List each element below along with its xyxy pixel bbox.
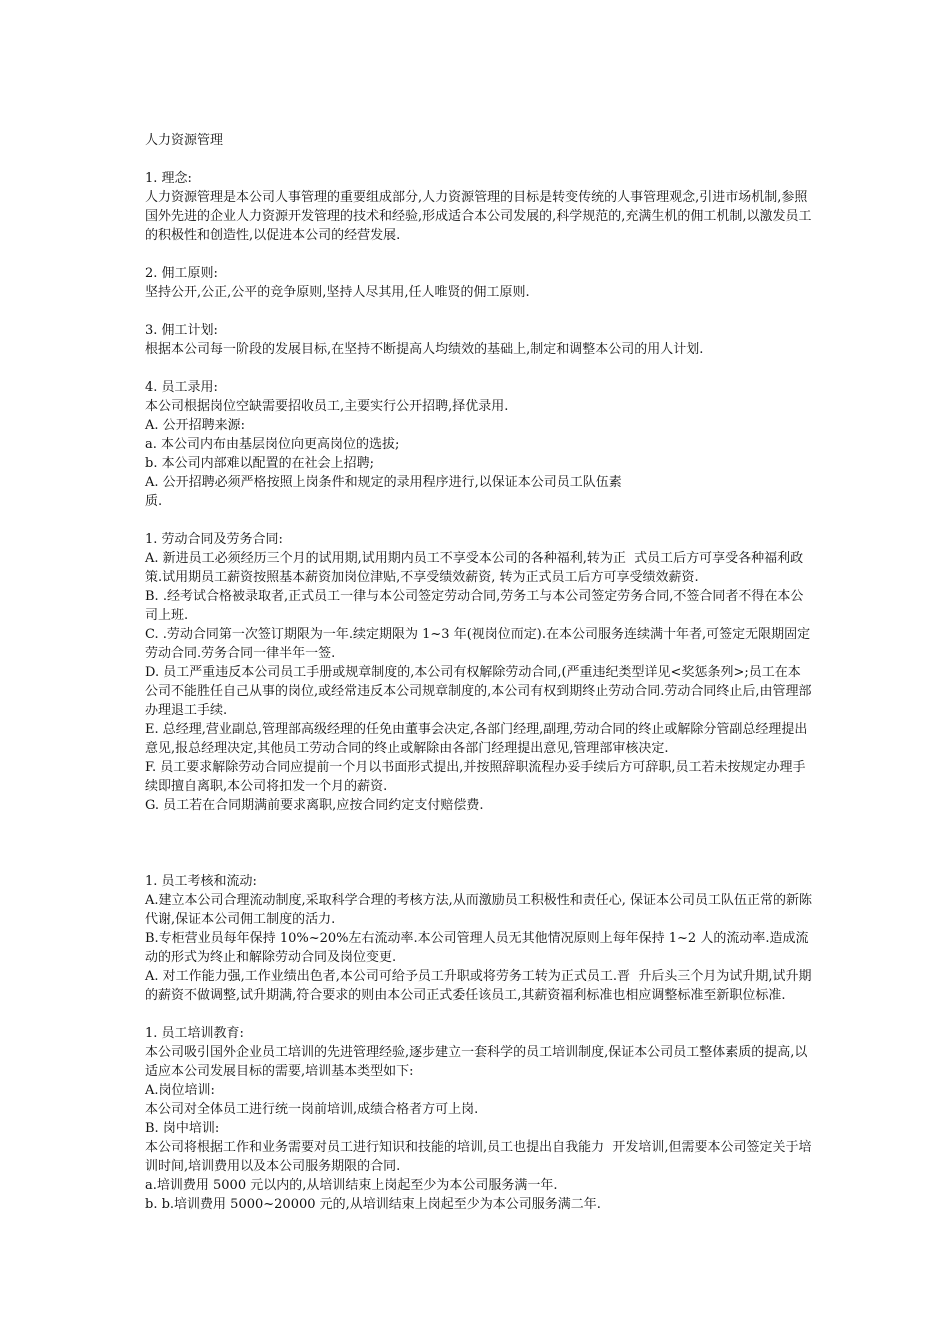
list-item: A. 新进员工必须经历三个月的试用期,试用期内员工不享受本公司的各种福利,转为正 式员工后方可享受各种福利政策.试用期员工薪资按照基本薪资加岗位津贴,不享受绩效薪资, 转为正式员工后方可享受绩效薪资. — [145, 551, 804, 585]
section-heading: 2. 佣工原则: — [145, 266, 218, 281]
section-heading: 1. 员工培训教育: — [145, 1026, 244, 1041]
list-item: B.专柜营业员每年保持 10%~20%左右流动率.本公司管理人员无其他情况原则上每年保持 1~2 人的流动率.造成流动的形式为终止和解除劳动合同及岗位变更. — [145, 931, 809, 965]
section-hiring-plan — [145, 321, 813, 359]
list-item: F. 员工要求解除劳动合同应提前一个月以书面形式提出,并按照辞职流程办妥手续后方可辞职,员工若未按规定办理手续即擅自离职,本公司将扣发一个月的薪资. — [145, 760, 806, 794]
section-heading: 4. 员工录用: — [145, 380, 218, 395]
list-item: E. 总经理,营业副总,管理部高级经理的任免由董事会决定,各部门经理,副理,劳动合同的终止或解除分管副总经理提出意见,报总经理决定,其他员工劳动合同的终止或解除由各部门经理提出意见,管理部审核决定. — [145, 722, 808, 756]
list-item: C. .劳动合同第一次签订期限为一年.续定期限为 1~3 年(视岗位而定).在本公司服务连续满十年者,可签定无限期固定劳动合同.劳务合同一律半年一签. — [145, 627, 811, 661]
list-item: A. 对工作能力强,工作业绩出色者,本公司可给予员工升职或将劳务工转为正式员工.晋 升后头三个月为试升期,试升期的薪资不做调整,试升期满,符合要求的则由本公司正式委任该员工,其薪资福利标准也相应调整标准至新职位标准. — [145, 969, 812, 1003]
list-item: b. 本公司内部难以配置的在社会上招聘; — [145, 456, 374, 471]
paragraph: 本公司吸引国外企业员工培训的先进管理经验,逐步建立一套科学的员工培训制度,保证本公司员工整体素质的提高,以适应本公司发展目标的需要,培训基本类型如下: — [145, 1045, 808, 1079]
section-assessment-mobility — [145, 872, 813, 1005]
list-item: G. 员工若在合同期满前要求离职,应按合同约定支付赔偿费. — [145, 798, 484, 813]
section-training — [145, 1024, 813, 1214]
paragraph: 根据本公司每一阶段的发展目标,在坚持不断提高人均绩效的基础上,制定和调整本公司的用人计划. — [145, 342, 704, 357]
list-item: A.岗位培训: — [145, 1083, 215, 1098]
paragraph: 本公司对全体员工进行统一岗前培训,成绩合格者方可上岗. — [145, 1102, 479, 1117]
paragraph: 坚持公开,公正,公平的竞争原则,坚持人尽其用,任人唯贤的佣工原则. — [145, 285, 530, 300]
document-body — [145, 131, 813, 1233]
list-item: B. 岗中培训: — [145, 1121, 220, 1136]
section-labor-contract — [145, 530, 813, 815]
section-philosophy — [145, 169, 813, 245]
section-heading: 1. 员工考核和流动: — [145, 874, 257, 889]
list-item: a. 本公司内布由基层岗位向更高岗位的选拔; — [145, 437, 400, 452]
paragraph: 人力资源管理是本公司人事管理的重要组成部分,人力资源管理的目标是转变传统的人事管理观念,引进市场机制,参照国外先进的企业人力资源开发管理的技术和经验,形成适合本公司发展的,科学规范的,充满生机的佣工机制,以激发员工的积极性和创造性,以促进本公司的经营发展. — [145, 190, 812, 243]
list-item: A. 公开招聘来源: — [145, 418, 246, 433]
section-hiring-principle — [145, 264, 813, 302]
section-heading: 1. 劳动合同及劳务合同: — [145, 532, 283, 547]
list-item: B. .经考试合格被录取者,正式员工一律与本公司签定劳动合同,劳务工与本公司签定劳务合同,不签合同者不得在本公司上班. — [145, 589, 804, 623]
list-item: b. b.培训费用 5000~20000 元的,从培训结束上岗起至少为本公司服务满二年. — [145, 1197, 601, 1212]
list-item: a.培训费用 5000 元以内的,从培训结束上岗起至少为本公司服务满一年. — [145, 1178, 558, 1193]
section-heading: 3. 佣工计划: — [145, 323, 218, 338]
section-heading: 1. 理念: — [145, 171, 192, 186]
list-item: D. 员工严重违反本公司员工手册或规章制度的,本公司有权解除劳动合同,(严重违纪类型详见<奖惩条列>;员工在本公司不能胜任自己从事的岗位,或经常违反本公司规章制度的,本公司有权到期终止劳动合同.劳动合同终止后,由管理部办理退工手续. — [145, 665, 812, 718]
paragraph: 本公司根据岗位空缺需要招收员工,主要实行公开招聘,择优录用. — [145, 399, 509, 414]
document-title: 人力资源管理 — [145, 133, 224, 148]
section-employee-recruitment — [145, 378, 813, 511]
list-item: A.建立本公司合理流动制度,采取科学合理的考核方法,从而激励员工积极性和责任心, 保证本公司员工队伍正常的新陈代谢,保证本公司佣工制度的活力. — [145, 893, 813, 927]
paragraph: 本公司将根据工作和业务需要对员工进行知识和技能的培训,员工也提出自我能力 开发培训,但需要本公司签定关于培训时间,培训费用以及本公司服务期限的合同. — [145, 1140, 812, 1174]
list-item: A. 公开招聘必须严格按照上岗条件和规定的录用程序进行,以保证本公司员工队伍素 质. — [145, 475, 622, 509]
